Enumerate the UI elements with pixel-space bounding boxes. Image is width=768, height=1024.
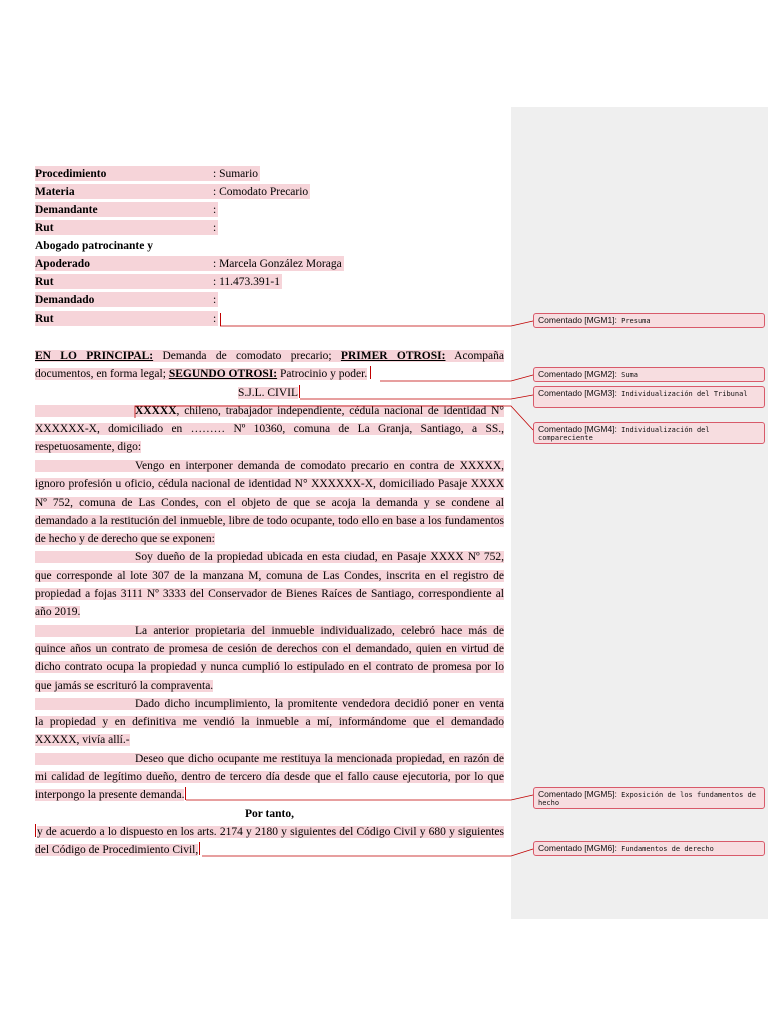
summary-line-2 <box>35 365 504 383</box>
field-label: Rut <box>35 220 213 235</box>
tribunal-line <box>35 384 504 402</box>
comment-tag: Comentado [MGM1]: <box>538 315 617 325</box>
summary-line-1 <box>35 347 504 365</box>
comment-mgm3[interactable] <box>533 386 765 408</box>
field-row-demandado <box>35 292 511 308</box>
comment-tag: Comentado [MGM6]: <box>538 843 617 853</box>
paragraph-line <box>35 731 504 749</box>
field-value: : <box>213 313 217 325</box>
paragraph-line <box>35 640 504 658</box>
field-row-procedimiento <box>35 166 511 182</box>
line-text: demandado a la restitución del inmueble, libre de todo ocupante, todo ello en base a los fundamentos <box>35 514 504 527</box>
comparecencia-text-2: XXXXXX-X, domiciliado en ……… Nº 10360, comuna de La Granja, Santiago, a SS., <box>35 423 504 436</box>
comment-text: Individualización del Tribunal <box>621 390 748 398</box>
comment-tag: Comentado [MGM4]: <box>538 424 617 434</box>
paragraph-line <box>35 567 504 585</box>
comment-anchor-mgm6[interactable] <box>199 842 200 855</box>
field-value: : Marcela González Moraga <box>213 258 342 270</box>
line-text: interpongo la presente demanda. <box>35 789 185 802</box>
paragraph-line <box>35 658 504 676</box>
comment-mgm6[interactable] <box>533 841 765 856</box>
line-text: ignoro profesión u oficio, cédula nacional de identidad N° XXXXXX-X, domiciliado Pasaje XXXX <box>35 478 504 491</box>
line-text: Dado dicho incumplimiento, la promitente vendedora decidió poner en venta <box>135 697 504 710</box>
field-row-materia <box>35 184 511 200</box>
comment-mgm4[interactable] <box>533 422 765 444</box>
line-text: propiedad a fojas 3111 Nº 3333 del Conservador de Bienes Raíces de Santiago, correspondiente al <box>35 588 504 601</box>
summary-block <box>35 347 504 457</box>
comment-anchor-mgm2[interactable] <box>370 366 371 379</box>
field-value: : <box>213 222 217 234</box>
comment-mgm1[interactable] <box>533 313 765 328</box>
comment-text: Fundamentos de derecho <box>621 845 714 853</box>
comparecencia-line-3 <box>35 438 504 456</box>
field-label: Abogado patrocinante y <box>35 240 153 252</box>
paragraph-2 <box>35 548 504 621</box>
field-row-demandante <box>35 202 511 218</box>
line-text: quince años un contrato de promesa de cesión de derechos con el demandado, quien en virtud de <box>35 642 504 655</box>
comment-mgm5[interactable] <box>533 787 765 809</box>
field-value: : Comodato Precario <box>213 186 309 198</box>
otrosi1-label: PRIMER OTROSI: <box>340 350 446 362</box>
por-tanto: Por tanto, <box>245 807 294 820</box>
comparecencia-text-1: , chileno, trabajador independiente, cédula nacional de identidad N° <box>176 404 504 417</box>
closing-line <box>35 823 504 841</box>
compareciente-name: XXXXX <box>135 404 177 417</box>
comment-anchor-mgm3[interactable] <box>299 385 300 398</box>
comparecencia-line-2 <box>35 420 504 438</box>
field-value: : <box>213 204 217 216</box>
comment-anchor-mgm1[interactable] <box>220 313 221 326</box>
comment-tag: Comentado [MGM5]: <box>538 789 617 799</box>
line-text: Vengo en interponer demanda de comodato precario en contra de XXXXX, <box>135 460 504 472</box>
field-row-rut-demandado <box>35 311 511 327</box>
line-text: XXXXX, vivía allí.- <box>35 734 130 747</box>
paragraph-4 <box>35 695 504 750</box>
line-text: Deseo que dicho ocupante me restituya la mencionada propiedad, en razón de <box>135 752 504 765</box>
comment-text: Exposición de los fundamentos de hecho <box>538 791 756 807</box>
field-label: Rut <box>35 274 213 289</box>
paragraph-line <box>35 713 504 731</box>
tribunal: S.J.L. CIVIL <box>237 386 299 399</box>
paragraph-line <box>35 677 504 695</box>
field-row-abogado <box>35 238 511 254</box>
line-text: y de acuerdo a lo dispuesto en los arts. 2174 y 2180 y siguientes del Código Civil y 680 y siguientes <box>37 825 504 838</box>
paragraph-line <box>35 622 504 640</box>
comment-mgm2[interactable] <box>533 367 765 382</box>
line-text: de hecho y de derecho que se exponen: <box>35 533 215 546</box>
paragraph-line <box>35 457 504 475</box>
field-row-rut-demandante <box>35 220 511 236</box>
closing-paragraph <box>35 823 504 860</box>
paragraph-line <box>35 603 504 621</box>
principal-text: Demanda de comodato precario; <box>153 350 341 362</box>
line-text: la propiedad y en definitiva me vendió la inmueble a mí, informándome que el demandado <box>35 716 504 729</box>
paragraph-line <box>35 786 504 804</box>
comment-text: Individualización del compareciente <box>538 426 710 442</box>
field-row-rut-apoderado <box>35 274 511 290</box>
field-label: Procedimiento <box>35 166 213 181</box>
comment-tag: Comentado [MGM2]: <box>538 369 617 379</box>
principal-label: EN LO PRINCIPAL: <box>35 350 154 362</box>
line-text: La anterior propietaria del inmueble individualizado, celebró hace más de <box>135 624 504 637</box>
line-text: Nº 752, comuna de Las Condes, con el objeto de que se acoja la demanda y se condene al <box>35 496 504 509</box>
field-label: Demandante <box>35 202 213 217</box>
paragraph-line <box>35 548 504 566</box>
paragraph-5 <box>35 750 504 805</box>
field-label: Demandado <box>35 292 213 307</box>
line-text: del Código de Procedimiento Civil, <box>35 844 199 857</box>
field-value: : 11.473.391-1 <box>213 276 280 288</box>
line-text: dicho contrato ocupa la propiedad y nunca cumplió lo estipulado en el contrato de promesa por lo <box>35 661 504 674</box>
line-text: año 2019. <box>35 606 81 619</box>
por-tanto-line <box>35 805 504 823</box>
comment-tag: Comentado [MGM3]: <box>538 388 617 398</box>
por-tanto-paragraph <box>35 805 504 823</box>
comment-text: Presuma <box>621 317 651 325</box>
field-row-apoderado <box>35 256 511 272</box>
field-label: Materia <box>35 184 213 199</box>
paragraph-line <box>35 475 504 493</box>
field-label: Rut <box>35 311 213 326</box>
comment-text: Suma <box>621 371 638 379</box>
hechos-block <box>35 457 504 860</box>
paragraph-line <box>35 585 504 603</box>
otrosi2-text: Patrocinio y poder. <box>277 368 368 381</box>
paragraph-line <box>35 494 504 512</box>
comparecencia-line-1 <box>35 402 504 420</box>
line-text: que corresponde al lote 307 de la manzana M, comuna de Las Condes, inscrita en el registro de <box>35 569 504 582</box>
line-text: que jamás se escrituró la compraventa. <box>35 679 214 692</box>
paragraph-line <box>35 530 504 548</box>
line-text: mi calidad de legítimo dueño, dentro de tercero día desde que el fallo cause ejecutoria, por lo que <box>35 771 504 784</box>
field-value: : <box>213 294 217 306</box>
paragraph-line <box>35 695 504 713</box>
paragraph-line <box>35 750 504 768</box>
field-label: Apoderado <box>35 256 213 271</box>
otrosi2-label: SEGUNDO OTROSI: <box>168 368 278 381</box>
paragraph-1 <box>35 457 504 548</box>
field-value: : Sumario <box>213 168 259 180</box>
closing-line <box>35 841 504 859</box>
paragraph-line <box>35 768 504 786</box>
otrosi1-text-cont: documentos, en forma legal; <box>35 368 169 381</box>
comparecencia-text-3: respetuosamente, digo: <box>35 441 142 454</box>
otrosi1-text: Acompaña <box>445 350 504 362</box>
paragraph-line <box>35 512 504 530</box>
paragraph-3 <box>35 622 504 695</box>
comment-anchor-mgm5[interactable] <box>185 787 186 800</box>
line-text: Soy dueño de la propiedad ubicada en esta ciudad, en Pasaje XXXX Nº 752, <box>135 551 504 564</box>
comment-anchor-mgm6-start[interactable] <box>35 824 36 837</box>
